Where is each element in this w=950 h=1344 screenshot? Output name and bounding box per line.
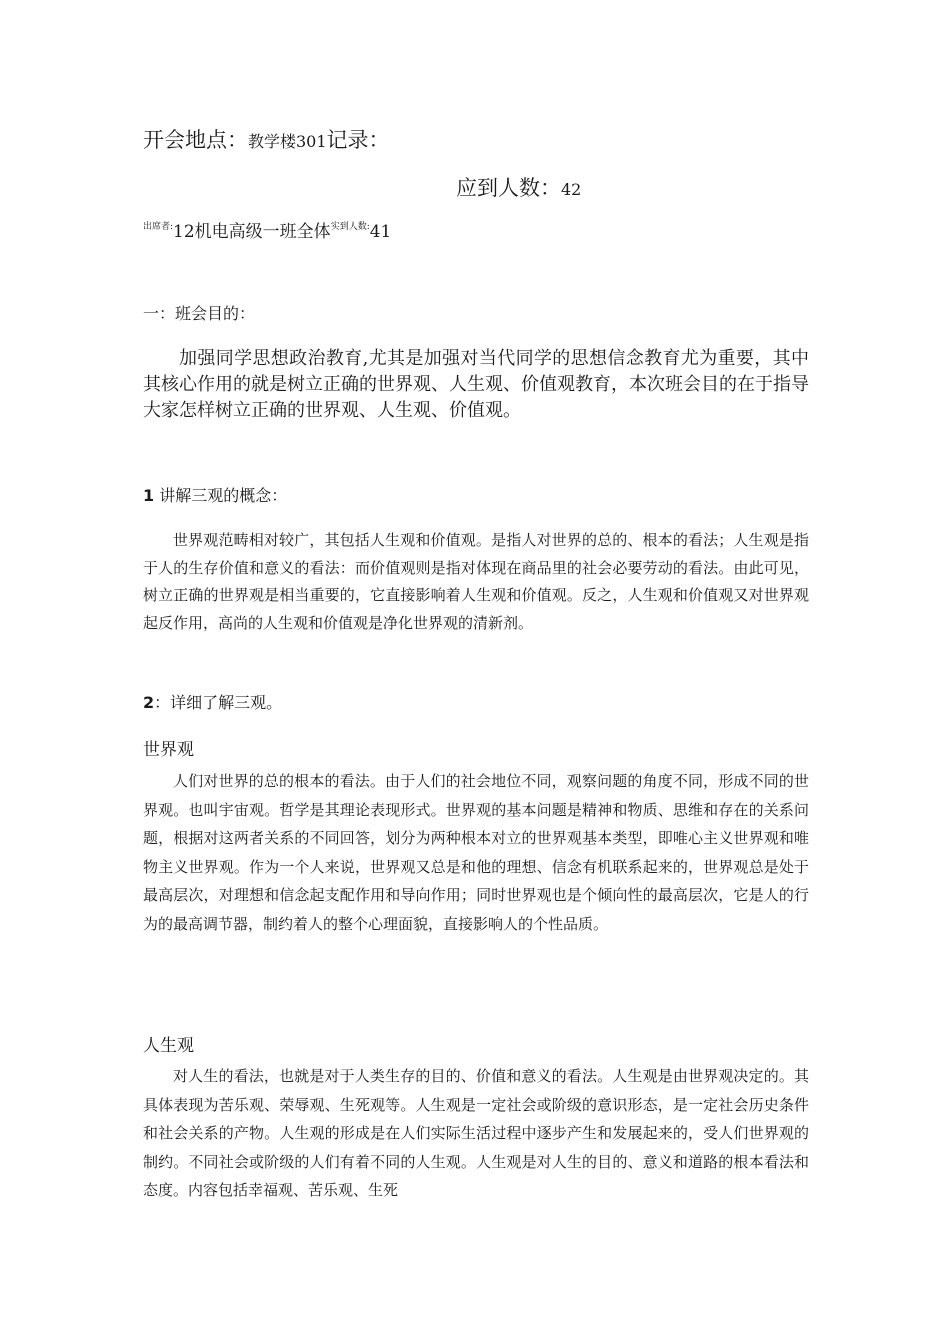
section1-heading — [143, 483, 287, 506]
section1-title: 讲解三观的概念： — [159, 486, 288, 505]
section2-number: 2 — [143, 693, 155, 712]
worldview-title: 世界观 — [143, 740, 194, 760]
attendees-line — [143, 217, 391, 242]
meeting-place-line — [143, 124, 390, 154]
expected-value: 42 — [561, 180, 582, 199]
section2-title: ：详细了解三观。 — [154, 693, 283, 712]
lifeview-title: 人生观 — [143, 1036, 194, 1056]
actual-value: 41 — [369, 222, 392, 242]
section1-number: 1 — [143, 486, 155, 505]
attendees-value: 12机电高级一班全体 — [173, 222, 331, 242]
worldview-paragraph: 人们对世界的总的根本的看法。由于人们的社会地位不同，观察问题的角度不同，形成不同的世界观。也叫宇宙观。哲学是其理论表现形式。世界观的基本问题是精神和物质、思维和存在的关系问题，根据对这两者关系的不同回答，划分为两种根本对立的世界观基本类型，即唯心主义世界观和唯物主义世界观。作为一个人来说，世界观又总是和他的理想、信念有机联系起来的，世界观总是处于最高层次，对理想和信念起支配作用和导向作用；同时世界观也是个倾向性的最高层次，它是人的行为的最高调节器，制约着人的整个心理面貌，直接影响人的个性品质。 — [143, 772, 809, 933]
goal-heading: 一：班会目的： — [143, 304, 256, 323]
actual-label: 实到人数: — [330, 222, 370, 232]
place-value: 教学楼301 — [248, 132, 327, 151]
attendees-label: 出席者: — [143, 222, 174, 232]
record-label: 记录： — [326, 128, 390, 152]
expected-label: 应到人数： — [456, 176, 561, 200]
section2-heading — [143, 690, 282, 713]
concept-paragraph: 世界观范畴相对较广，其包括人生观和价值观。是指人对世界的总的、根本的看法；人生观是指于人的生存价值和意义的看法：而价值观则是指对体现在商品里的社会必要劳动的看法。由此可见，树立正确的世界观是相当重要的，它直接影响着人生观和价值观。反之，人生观和价值观又对世界观起反作用，高尚的人生观和价值观是净化世界观的清新剂。 — [143, 531, 809, 632]
goal-paragraph: 加强同学思想政治教育,尤其是加强对当代同学的思想信念教育尤为重要，其中其核心作用的就是树立正确的世界观、人生观、价值观教育，本次班会目的在于指导大家怎样树立正确的世界观、人生观、价值观。 — [143, 348, 809, 421]
lifeview-paragraph: 对人生的看法，也就是对于人类生存的目的、价值和意义的看法。人生观是由世界观决定的。其具体表现为苦乐观、荣辱观、生死观等。人生观是一定社会或阶级的意识形态，是一定社会历史条件和社会关系的产物。人生观的形成是在人们实际生活过程中逐步产生和发展起来的，受人们世界观的制约。不同社会或阶级的人们有着不同的人生观。人生观是对人生的目的、意义和道路的根本看法和态度。内容包括幸福观、苦乐观、生死 — [143, 1067, 809, 1200]
expected-count-line — [456, 172, 581, 202]
place-label: 开会地点： — [143, 128, 248, 152]
